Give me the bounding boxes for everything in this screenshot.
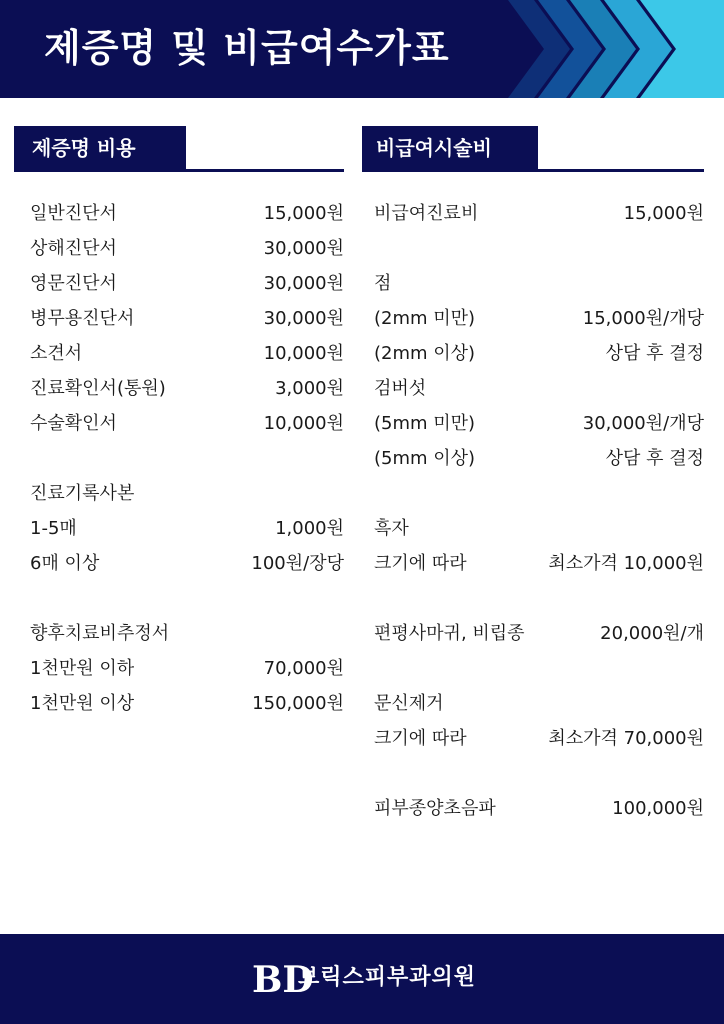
fee-price: 30,000원 (263, 238, 344, 259)
fee-price: 150,000원 (252, 693, 344, 714)
fee-label: 비급여진료비 (374, 203, 479, 224)
fee-label: 영문진단서 (30, 273, 117, 294)
section-header (14, 126, 344, 172)
fee-price: 1,000원 (275, 518, 344, 539)
fee-label: 수술확인서 (30, 413, 117, 434)
fee-price: 최소가격 70,000원 (548, 728, 704, 749)
clinic-logo-icon (250, 956, 314, 1001)
fee-row (30, 686, 344, 721)
non-covered-fees-section (362, 126, 704, 826)
fee-row (374, 301, 704, 336)
fee-price: 상담 후 결정 (605, 448, 704, 469)
fee-price: 30,000원/개당 (582, 413, 704, 434)
fee-row (374, 791, 704, 826)
fee-label: 일반진단서 (30, 203, 117, 224)
fee-price: 10,000원 (263, 413, 344, 434)
fee-row (30, 651, 344, 686)
section-header (362, 126, 704, 172)
fee-price: 10,000원 (263, 343, 344, 364)
fee-label: (2mm 이상) (374, 343, 476, 364)
header-banner (0, 0, 724, 98)
fee-label: 1-5매 (30, 518, 77, 539)
fee-label: 진료기록사본 (30, 483, 135, 504)
fee-label: 향후치료비추정서 (30, 623, 170, 644)
section-title: 제증명 비용 (14, 126, 186, 170)
fee-row (30, 196, 344, 231)
fee-row (374, 266, 704, 301)
certificate-fees-section (14, 126, 344, 721)
fee-label: (5mm 이상) (374, 448, 476, 469)
fee-row (374, 511, 704, 546)
fee-price: 20,000원/개 (600, 623, 704, 644)
fee-row (30, 441, 344, 476)
fee-row (374, 756, 704, 791)
fee-row (30, 231, 344, 266)
fee-row (374, 686, 704, 721)
fee-row (30, 616, 344, 651)
fee-label: 1천만원 이상 (30, 693, 135, 714)
fee-label: (5mm 미만) (374, 413, 476, 434)
fee-row (30, 336, 344, 371)
fee-label: 흑자 (374, 518, 409, 539)
fee-label: 상해진단서 (30, 238, 117, 259)
fee-row (30, 581, 344, 616)
clinic-name: 브릭스피부과의원 (298, 965, 477, 990)
fee-row (30, 406, 344, 441)
fee-price: 15,000원 (263, 203, 344, 224)
fee-price: 100원/장당 (251, 553, 344, 574)
fee-list (362, 196, 704, 826)
fee-row (30, 266, 344, 301)
fee-row (374, 721, 704, 756)
fee-row (30, 476, 344, 511)
section-title: 비급여시술비 (362, 126, 538, 170)
fee-row (374, 406, 704, 441)
fee-label: 문신제거 (374, 693, 444, 714)
fee-row (374, 336, 704, 371)
fee-row (374, 476, 704, 511)
fee-label: 크기에 따라 (374, 553, 467, 574)
fee-row (374, 441, 704, 476)
fee-label: 편평사마귀, 비립종 (374, 623, 525, 644)
fee-label: 소견서 (30, 343, 83, 364)
fee-row (30, 301, 344, 336)
fee-price: 30,000원 (263, 308, 344, 329)
fee-row (374, 371, 704, 406)
fee-label: 진료확인서(통원) (30, 378, 166, 399)
fee-row (374, 651, 704, 686)
fee-label: 검버섯 (374, 378, 427, 399)
fee-row (374, 616, 704, 651)
fee-row (374, 546, 704, 581)
fee-row (30, 546, 344, 581)
fee-row (30, 371, 344, 406)
fee-row (374, 196, 704, 231)
fee-price: 최소가격 10,000원 (548, 553, 704, 574)
fee-price: 상담 후 결정 (605, 343, 704, 364)
fee-label: 크기에 따라 (374, 728, 467, 749)
fee-label: (2mm 미만) (374, 308, 476, 329)
fee-price: 70,000원 (263, 658, 344, 679)
fee-price: 15,000원 (623, 203, 704, 224)
page-title: 제증명 및 비급여수가표 (44, 26, 450, 70)
fee-row (374, 231, 704, 266)
fee-label: 피부종양초음파 (374, 798, 496, 819)
fee-row (374, 581, 704, 616)
fee-label: 병무용진단서 (30, 308, 135, 329)
fee-label: 6매 이상 (30, 553, 100, 574)
fee-list (14, 196, 344, 721)
svg-text:BD: BD (252, 959, 314, 1001)
fee-price: 30,000원 (263, 273, 344, 294)
fee-price: 100,000원 (612, 798, 704, 819)
fee-label: 점 (374, 273, 392, 294)
fee-row (30, 511, 344, 546)
fee-price: 15,000원/개당 (582, 308, 704, 329)
fee-label: 1천만원 이하 (30, 658, 135, 679)
fee-price: 3,000원 (275, 378, 344, 399)
